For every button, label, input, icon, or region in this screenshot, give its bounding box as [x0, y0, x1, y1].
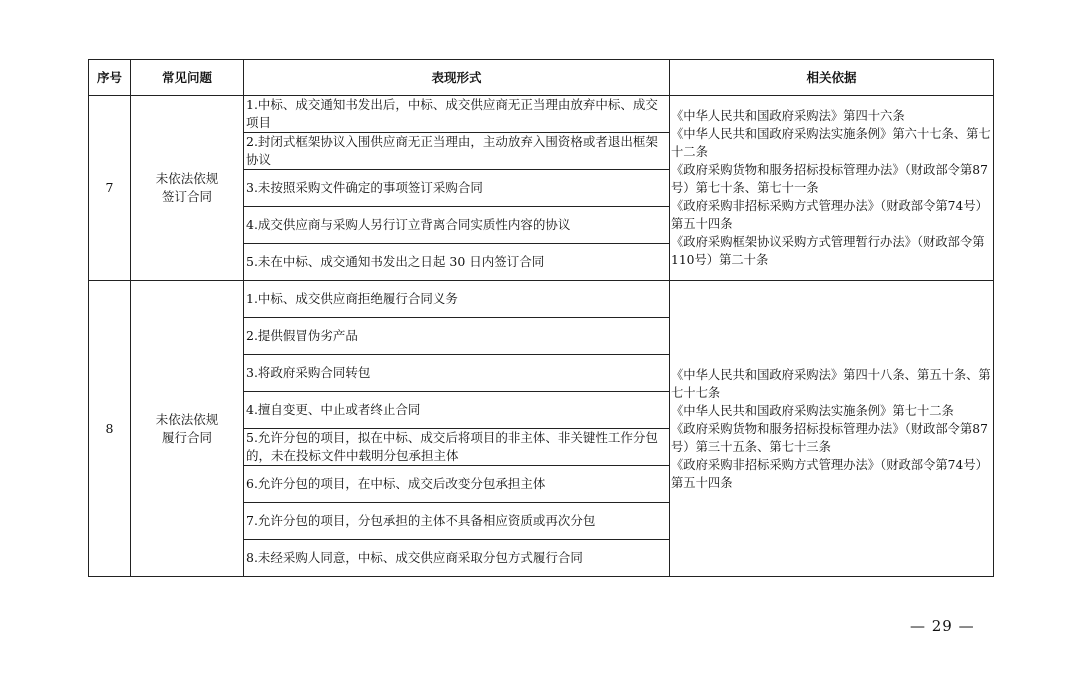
row-number: 7	[89, 96, 131, 281]
manifestation-form: 4.擅自变更、中止或者终止合同	[244, 392, 670, 429]
manifestation-form: 2.封闭式框架协议入围供应商无正当理由，主动放弃入围资格或者退出框架协议	[244, 133, 670, 170]
regulation-table	[88, 59, 994, 577]
common-issue: 未依法依规 履行合同	[131, 281, 244, 577]
manifestation-form: 8.未经采购人同意，中标、成交供应商采取分包方式履行合同	[244, 540, 670, 577]
table-body	[89, 96, 994, 577]
table-header-row	[89, 60, 994, 96]
header-basis: 相关依据	[670, 60, 994, 96]
header-form: 表现形式	[244, 60, 670, 96]
table-row	[89, 96, 994, 133]
manifestation-form: 2.提供假冒伪劣产品	[244, 318, 670, 355]
legal-basis: 《中华人民共和国政府采购法》第四十六条 《中华人民共和国政府采购法实施条例》第六十七条、第七十二条 《政府采购货物和服务招标投标管理办法》（财政部令第87号）第七十条、第七十一条 《政府采购非招标采购方式管理办法》（财政部令第74号）第五十四条 《政府采购框架协议采购方式管理暂行办法》（财政部令第110号）第二十条	[670, 96, 994, 281]
page-number: — 29 —	[910, 617, 975, 635]
manifestation-form: 6.允许分包的项目，在中标、成交后改变分包承担主体	[244, 466, 670, 503]
row-number: 8	[89, 281, 131, 577]
manifestation-form: 5.未在中标、成交通知书发出之日起 30 日内签订合同	[244, 244, 670, 281]
table-row	[89, 281, 994, 318]
header-no: 序号	[89, 60, 131, 96]
manifestation-form: 7.允许分包的项目，分包承担的主体不具备相应资质或再次分包	[244, 503, 670, 540]
manifestation-form: 4.成交供应商与采购人另行订立背离合同实质性内容的协议	[244, 207, 670, 244]
manifestation-form: 3.将政府采购合同转包	[244, 355, 670, 392]
common-issue: 未依法依规 签订合同	[131, 96, 244, 281]
header-issue: 常见问题	[131, 60, 244, 96]
legal-basis: 《中华人民共和国政府采购法》第四十八条、第五十条、第七十七条 《中华人民共和国政府采购法实施条例》第七十二条 《政府采购货物和服务招标投标管理办法》（财政部令第87号）第三十五条、第七十三条 《政府采购非招标采购方式管理办法》（财政部令第74号）第五十四条	[670, 281, 994, 577]
manifestation-form: 1.中标、成交通知书发出后，中标、成交供应商无正当理由放弃中标、成交项目	[244, 96, 670, 133]
manifestation-form: 1.中标、成交供应商拒绝履行合同义务	[244, 281, 670, 318]
manifestation-form: 5.允许分包的项目，拟在中标、成交后将项目的非主体、非关键性工作分包的，未在投标文件中载明分包承担主体	[244, 429, 670, 466]
manifestation-form: 3.未按照采购文件确定的事项签订采购合同	[244, 170, 670, 207]
